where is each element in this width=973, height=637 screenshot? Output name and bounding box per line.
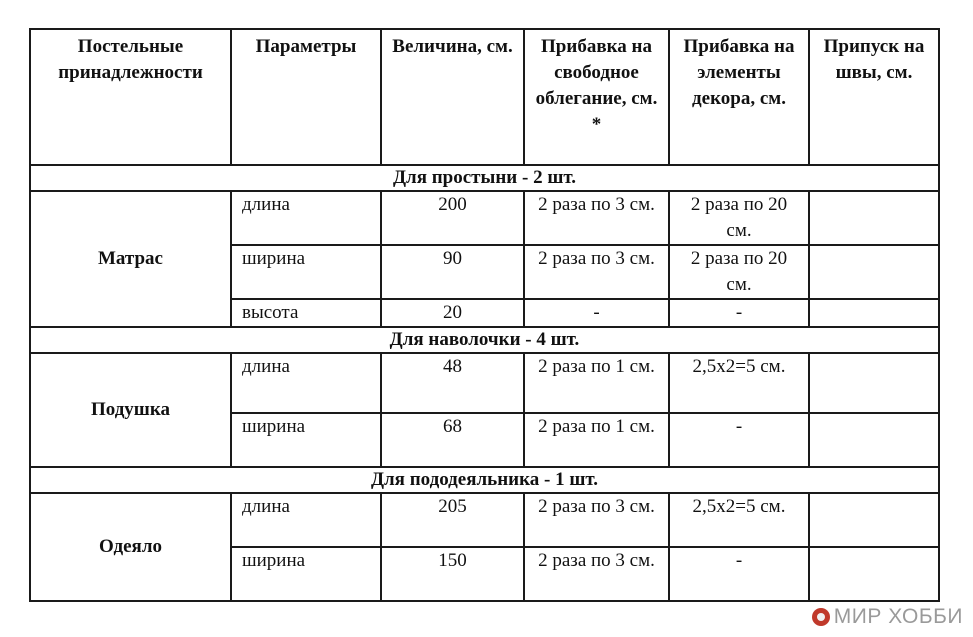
- item-name: Одеяло: [30, 493, 231, 601]
- ease-cell: 2 раза по 3 см.: [524, 191, 669, 245]
- param-cell: длина: [231, 353, 381, 413]
- size-cell: 90: [381, 245, 524, 299]
- decor-cell: -: [669, 547, 809, 601]
- decor-cell: 2 раза по 20 см.: [669, 191, 809, 245]
- header-ease-allowance: Прибавка на свободное облегание, см. *: [524, 29, 669, 165]
- size-cell: 48: [381, 353, 524, 413]
- table-row: [30, 493, 939, 547]
- group-caption: Для наволочки - 4 шт.: [30, 327, 939, 353]
- bedding-size-table: [29, 28, 940, 602]
- ease-cell: 2 раза по 1 см.: [524, 413, 669, 467]
- size-cell: 68: [381, 413, 524, 467]
- decor-cell: 2 раза по 20 см.: [669, 245, 809, 299]
- ease-cell: 2 раза по 1 см.: [524, 353, 669, 413]
- param-cell: длина: [231, 493, 381, 547]
- size-cell: 20: [381, 299, 524, 327]
- header-bedding: Постельные принадлежности: [30, 29, 231, 165]
- group-caption-row: [30, 327, 939, 353]
- ease-cell: 2 раза по 3 см.: [524, 493, 669, 547]
- group-caption: Для простыни - 2 шт.: [30, 165, 939, 191]
- header-size: Величина, см.: [381, 29, 524, 165]
- param-cell: длина: [231, 191, 381, 245]
- decor-cell: -: [669, 299, 809, 327]
- header-seam-allowance: Припуск на швы, см.: [809, 29, 939, 165]
- table-row: [30, 353, 939, 413]
- seam-cell: [809, 245, 939, 299]
- size-cell: 205: [381, 493, 524, 547]
- group-caption: Для пододеяльника - 1 шт.: [30, 467, 939, 493]
- group-caption-row: [30, 467, 939, 493]
- seam-cell: [809, 353, 939, 413]
- param-cell: высота: [231, 299, 381, 327]
- seam-cell: [809, 493, 939, 547]
- ease-cell: 2 раза по 3 см.: [524, 245, 669, 299]
- seam-cell: [809, 299, 939, 327]
- size-cell: 150: [381, 547, 524, 601]
- header-parameters: Параметры: [231, 29, 381, 165]
- watermark-text: МИР ХОББИ: [833, 605, 963, 628]
- table-row: [30, 191, 939, 245]
- seam-cell: [809, 191, 939, 245]
- watermark: [812, 605, 963, 629]
- header-row: [30, 29, 939, 165]
- param-cell: ширина: [231, 413, 381, 467]
- logo-icon: [812, 608, 830, 626]
- ease-cell: 2 раза по 3 см.: [524, 547, 669, 601]
- decor-cell: 2,5х2=5 см.: [669, 493, 809, 547]
- decor-cell: -: [669, 413, 809, 467]
- item-name: Матрас: [30, 191, 231, 327]
- item-name: Подушка: [30, 353, 231, 467]
- param-cell: ширина: [231, 245, 381, 299]
- seam-cell: [809, 413, 939, 467]
- seam-cell: [809, 547, 939, 601]
- param-cell: ширина: [231, 547, 381, 601]
- group-caption-row: [30, 165, 939, 191]
- header-decor-allowance: Прибавка на элементы декора, см.: [669, 29, 809, 165]
- size-cell: 200: [381, 191, 524, 245]
- decor-cell: 2,5х2=5 см.: [669, 353, 809, 413]
- ease-cell: -: [524, 299, 669, 327]
